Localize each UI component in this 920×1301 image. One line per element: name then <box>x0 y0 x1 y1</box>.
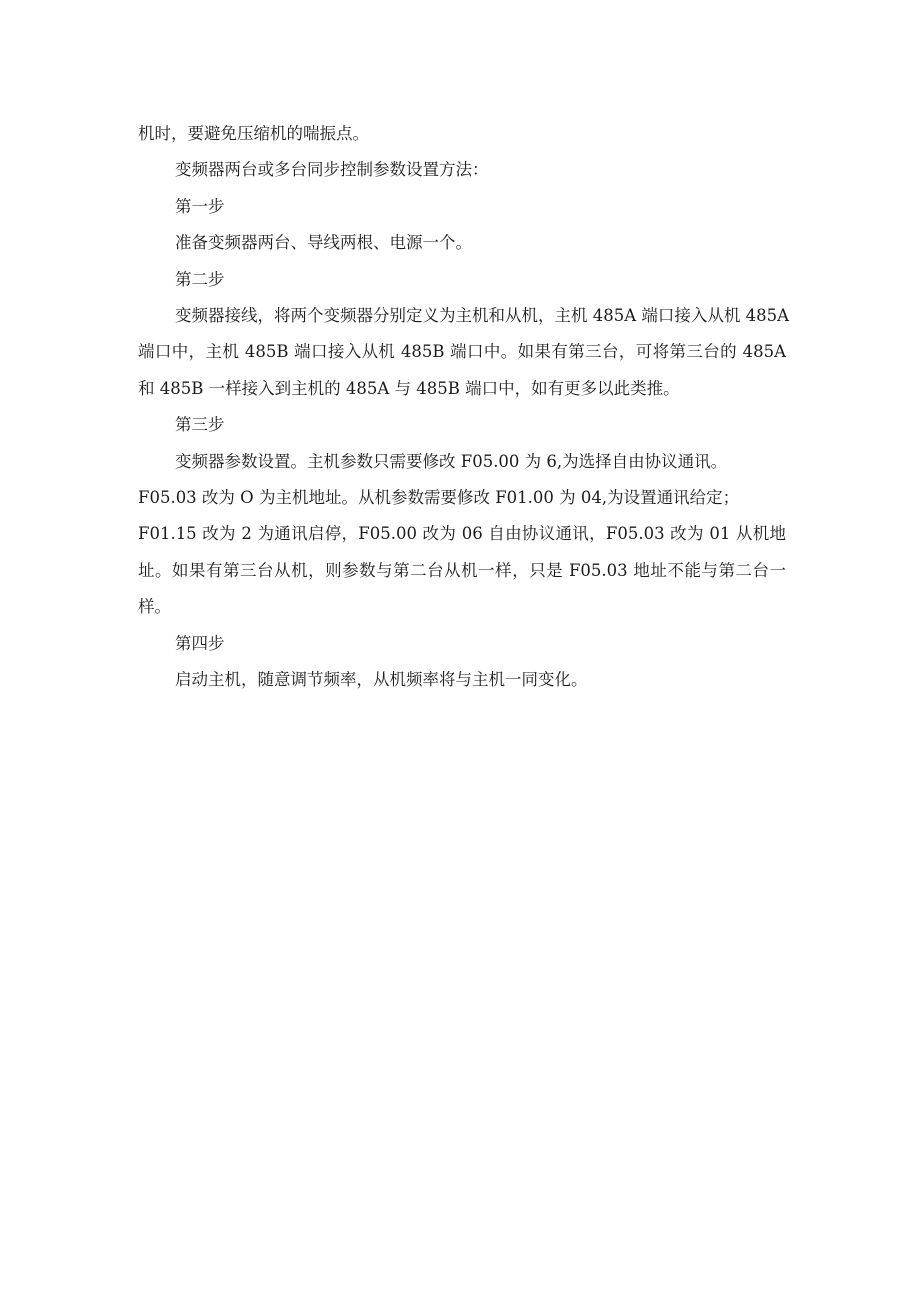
step3-line: F01.15 改为 2 为通讯启停，F05.00 改为 06 自由协议通讯，F05.03 改为 01 从机地 <box>138 524 786 544</box>
step2-heading: 第二步 <box>175 269 225 289</box>
step4-body: 启动主机，随意调节频率，从机频率将与主机一同变化。 <box>175 670 588 690</box>
step3-line: 样。 <box>138 597 171 617</box>
section-title-sync-control: 变频器两台或多台同步控制参数设置方法： <box>175 160 489 180</box>
step2-line: 和 485B 一样接入到主机的 485A 与 485B 端口中，如有更多以此类推。 <box>138 378 680 398</box>
step2-line: 变频器接线，将两个变频器分别定义为主机和从机，主机 485A 端口接入从机 485A <box>175 306 790 326</box>
step1-body: 准备变频器两台、导线两根、电源一个。 <box>175 233 472 253</box>
step1-heading: 第一步 <box>175 196 225 216</box>
paragraph-compressor-note: 机时，要避免压缩机的喘振点。 <box>138 124 369 143</box>
step3-line: 址。如果有第三台从机，则参数与第二台从机一样，只是 F05.03 地址不能与第二台一 <box>138 560 786 580</box>
step4-heading: 第四步 <box>175 633 225 653</box>
step3-heading: 第三步 <box>175 415 225 435</box>
step3-line: 变频器参数设置。主机参数只需要修改 F05.00 为 6,为选择自由协议通讯。 <box>175 451 728 471</box>
step3-line: F05.03 改为 O 为主机地址。从机参数需要修改 F01.00 为 04,为设置通讯给定； <box>138 488 740 508</box>
step2-line: 端口中，主机 485B 端口接入从机 485B 端口中。如果有第三台，可将第三台的 485A <box>138 342 786 362</box>
step3-body <box>138 444 786 626</box>
document-body <box>138 116 790 699</box>
step2-body <box>138 298 790 407</box>
